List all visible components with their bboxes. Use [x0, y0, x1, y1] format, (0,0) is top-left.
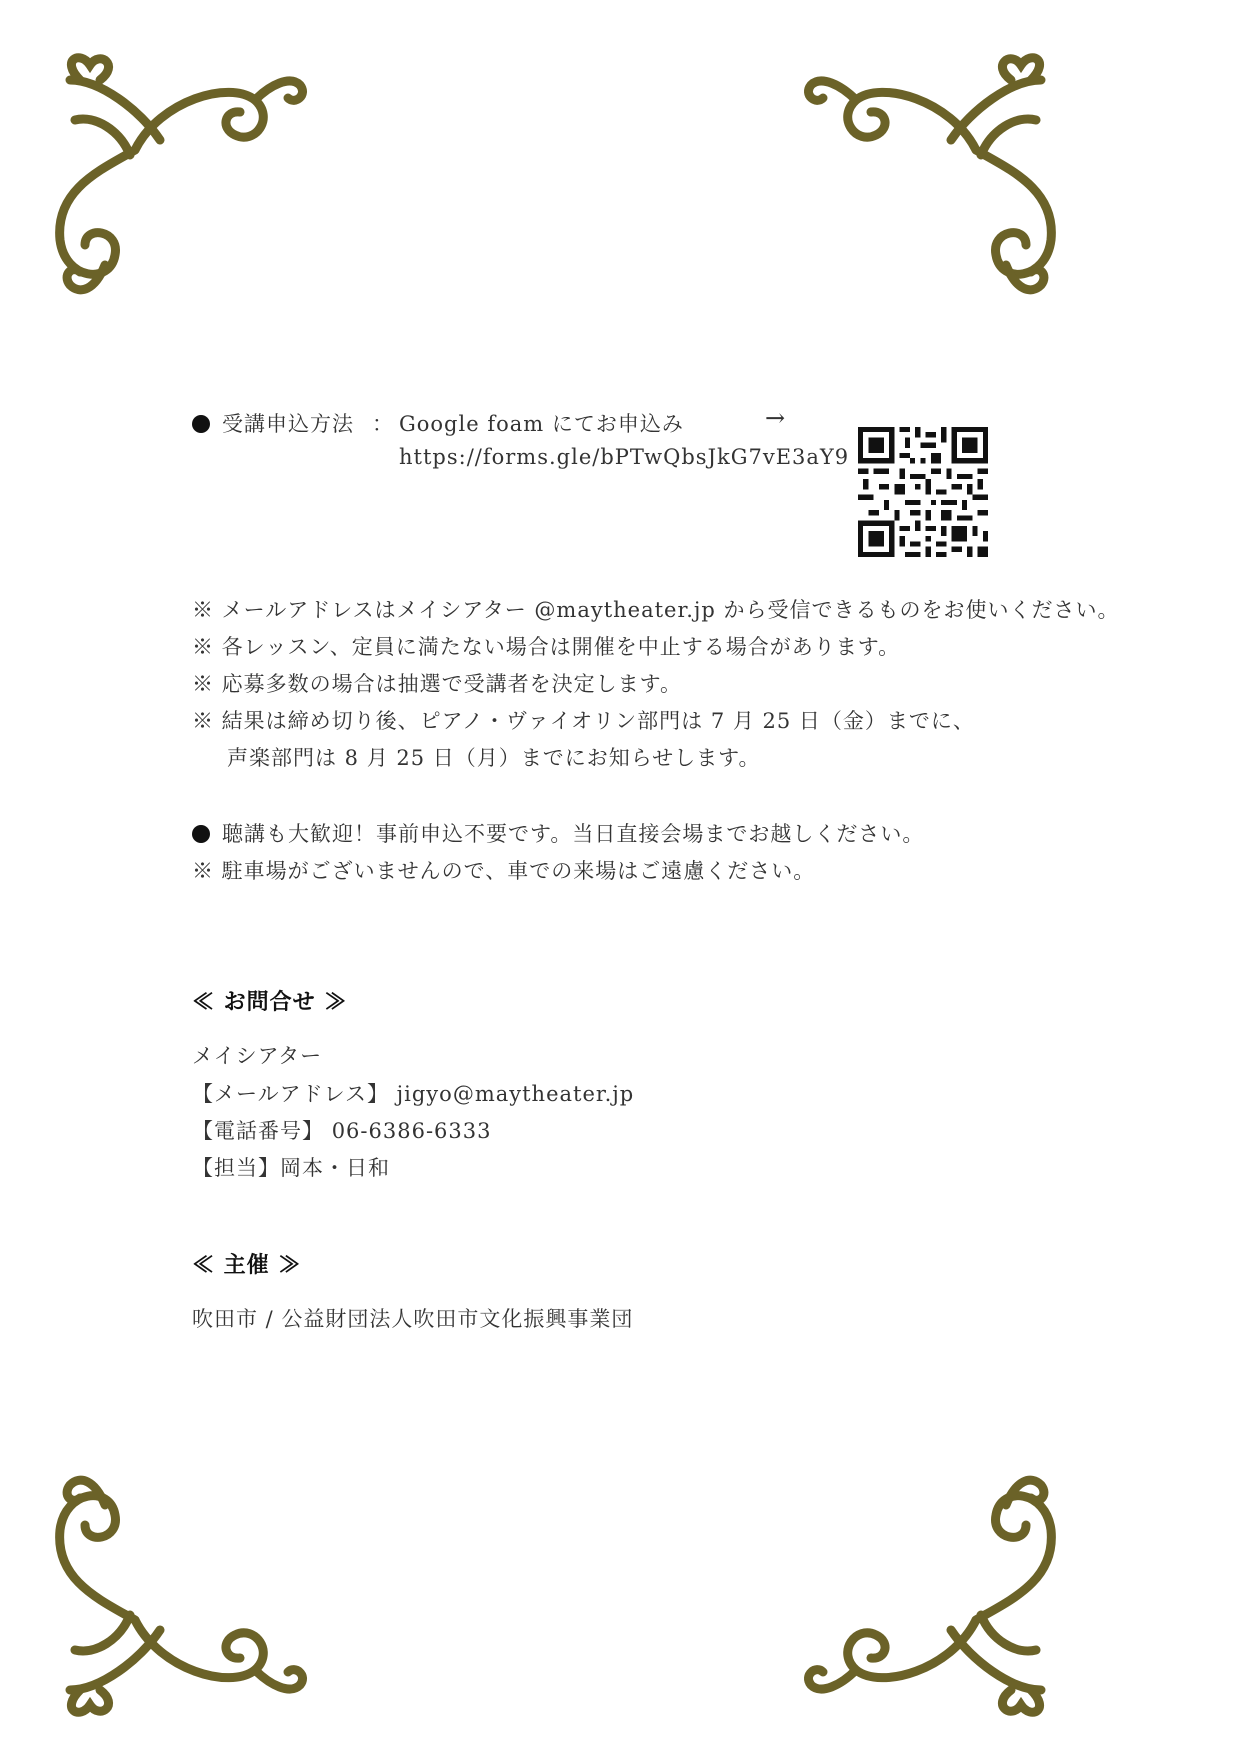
contact-staff-line	[192, 1152, 390, 1182]
staff-label: 【担当】	[192, 1156, 280, 1180]
audit-line	[192, 818, 924, 848]
application-separator: ：	[372, 412, 394, 436]
phone-label: 【電話番号】	[192, 1119, 324, 1143]
application-label: 受講申込方法	[222, 412, 354, 436]
corner-ornament-bottom-left	[40, 1450, 320, 1730]
contact-org: メイシアター	[192, 1044, 323, 1068]
corner-ornament-top-right	[791, 40, 1071, 320]
staff-value: 岡本・日和	[280, 1156, 390, 1180]
application-url[interactable]: https://forms.gle/bPTwQbsJkG7vE3aY9	[399, 445, 850, 469]
audit-text: 聴講も大歓迎！事前申込不要です。当日直接会場までお越しください。	[222, 822, 925, 846]
qr-code-icon[interactable]	[858, 427, 988, 557]
arrow-icon: →	[765, 404, 787, 432]
note-line: ※ メールアドレスはメイシアター @maytheater.jp から受信できるものをお使いください。	[192, 598, 1120, 622]
contact-email-line	[192, 1078, 634, 1108]
note-line: 声楽部門は 8 月 25 日（月）までにお知らせします。	[227, 746, 761, 770]
host-heading: ≪ 主催 ≫	[192, 1252, 302, 1278]
email-value[interactable]: jigyo@maytheater.jp	[396, 1082, 635, 1106]
application-method: Google foam にてお申込み	[399, 412, 684, 436]
bullet-icon	[192, 825, 210, 843]
audit-note: ※ 駐車場がございませんので、車での来場はご遠慮ください。	[192, 859, 816, 883]
contact-heading: ≪ お問合せ ≫	[192, 989, 348, 1015]
note-line: ※ 各レッスン、定員に満たない場合は開催を中止する場合があります。	[192, 635, 901, 659]
bullet-icon	[192, 415, 210, 433]
phone-value: 06-6386-6333	[331, 1119, 492, 1143]
note-line: ※ 応募多数の場合は抽選で受講者を決定します。	[192, 672, 682, 696]
host-text: 吹田市 / 公益財団法人吹田市文化振興事業団	[192, 1307, 634, 1331]
corner-ornament-bottom-right	[791, 1450, 1071, 1730]
email-label: 【メールアドレス】	[192, 1082, 389, 1106]
application-line	[192, 408, 354, 438]
note-line: ※ 結果は締め切り後、ピアノ・ヴァイオリン部門は 7 月 25 日（金）までに、	[192, 709, 975, 733]
corner-ornament-top-left	[40, 40, 320, 320]
contact-phone-line	[192, 1115, 492, 1145]
